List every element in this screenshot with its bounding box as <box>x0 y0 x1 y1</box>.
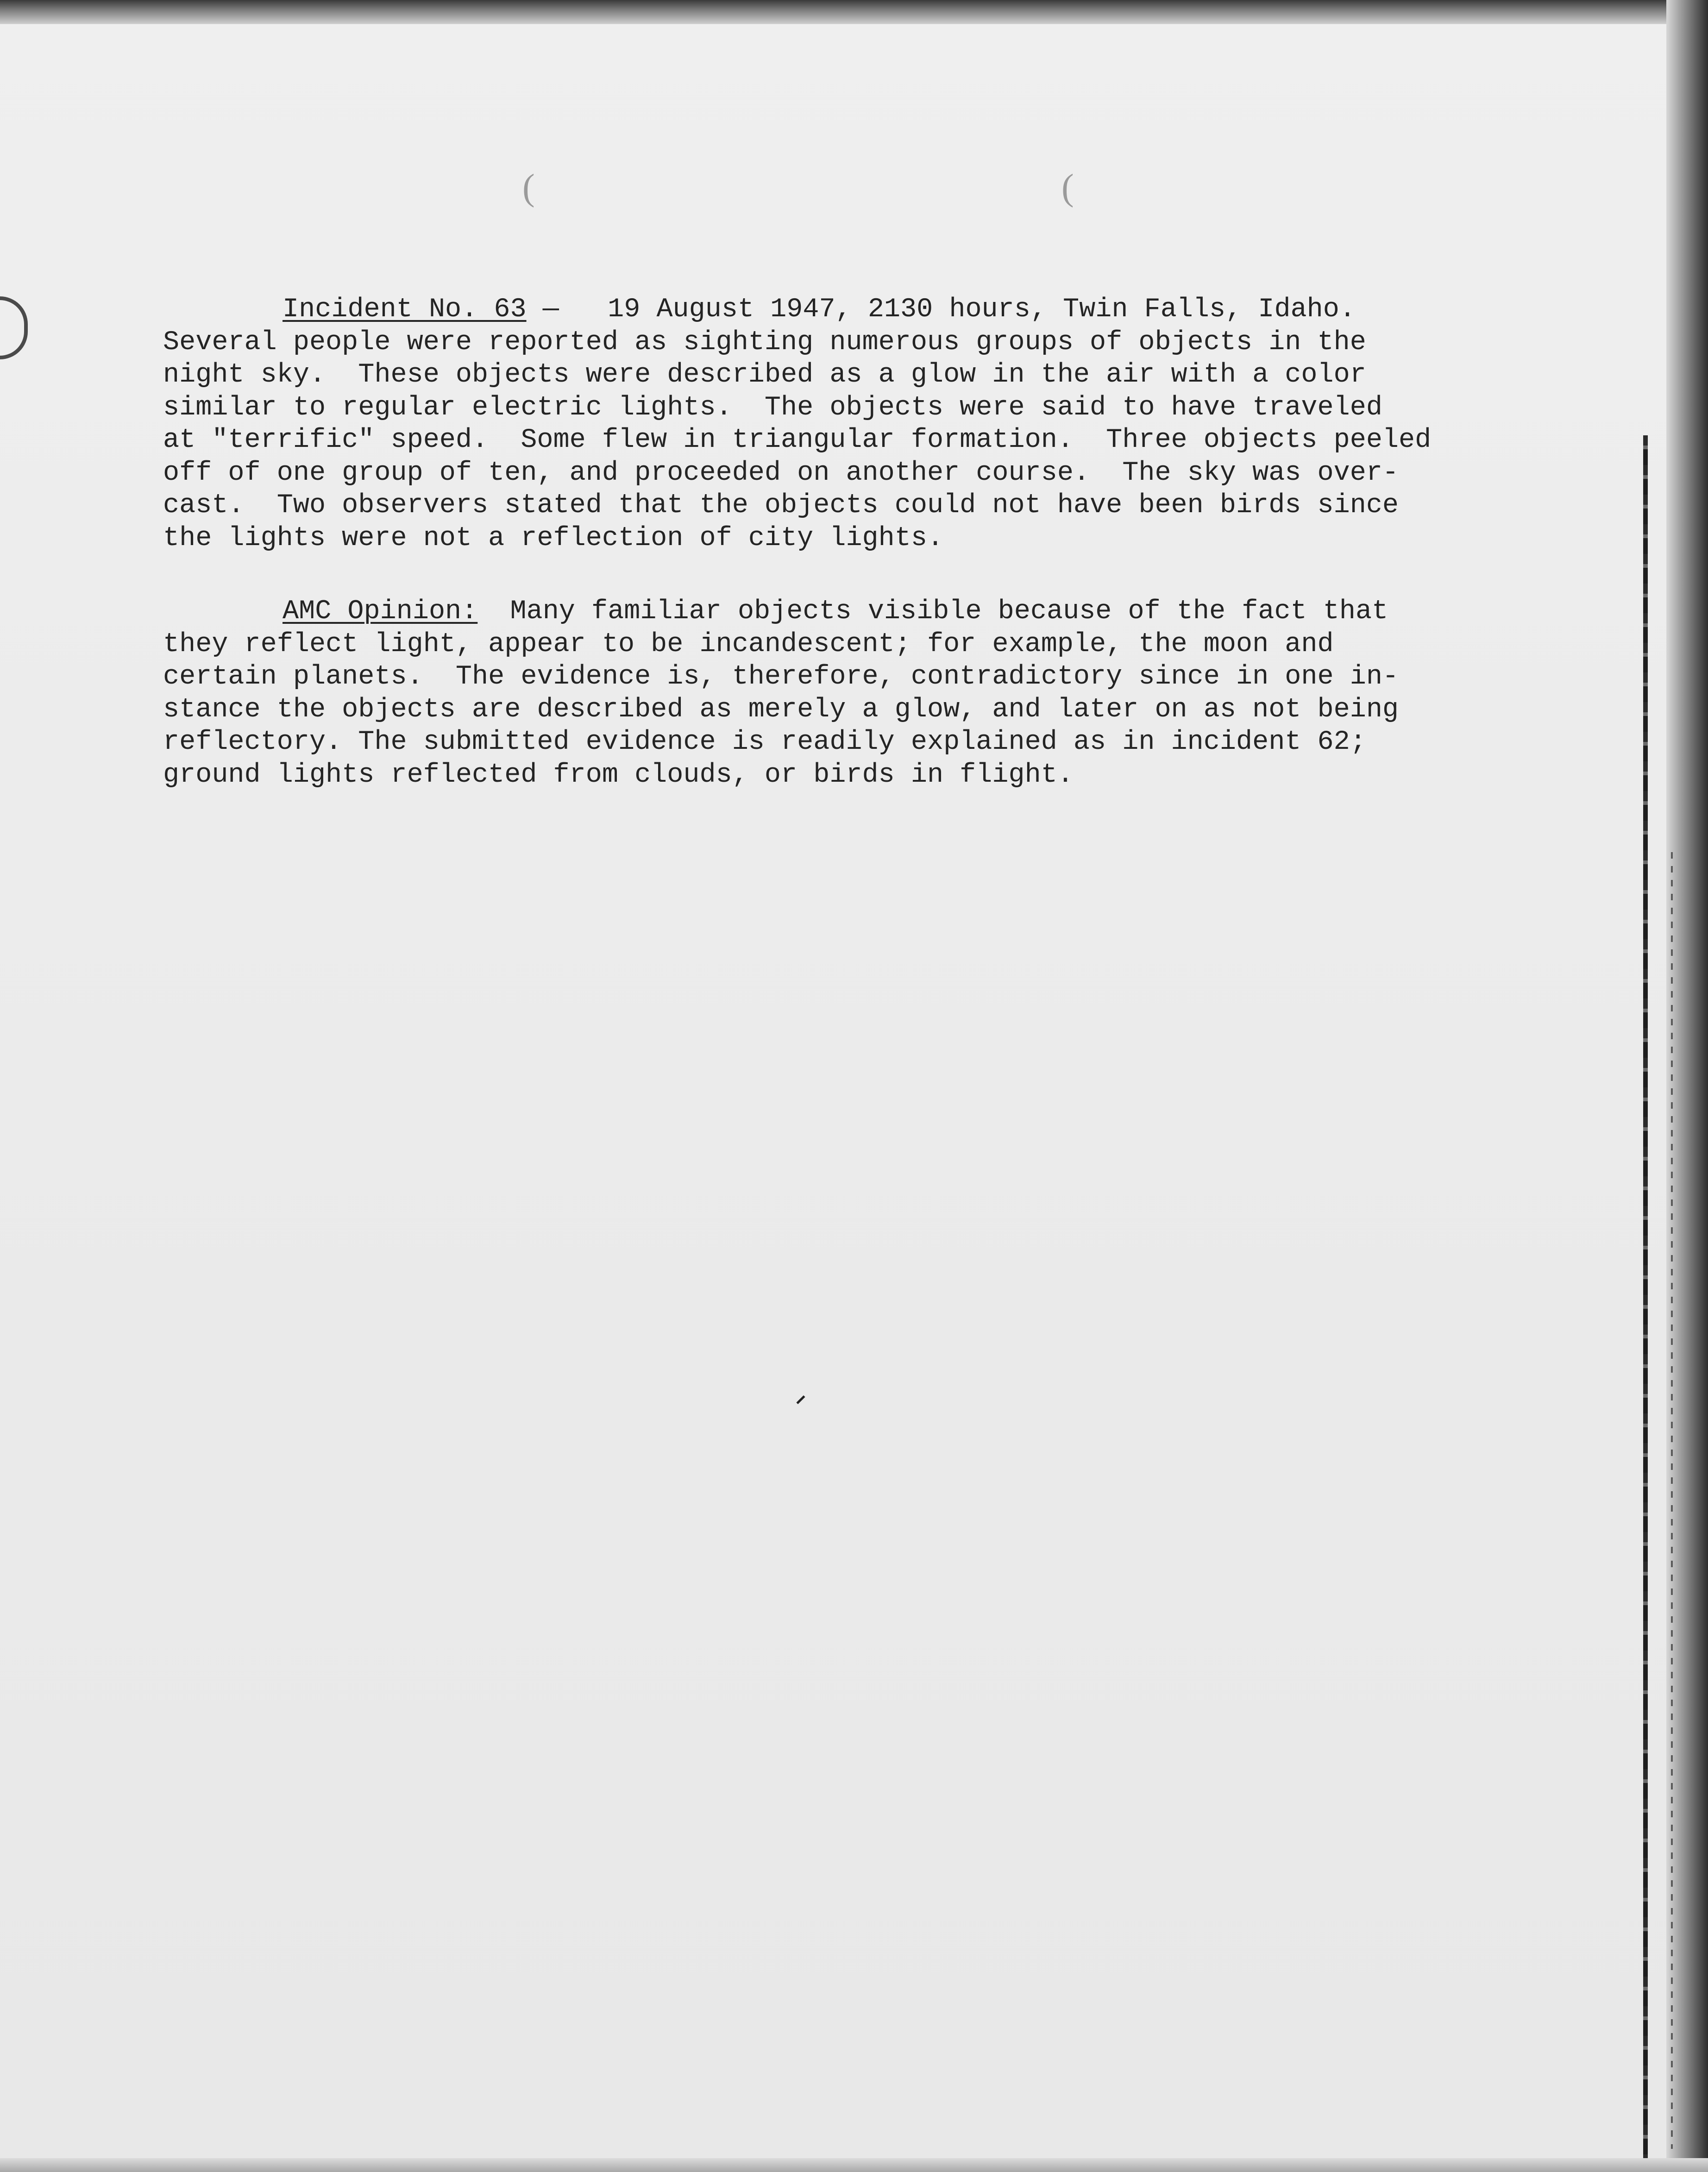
incident-heading-dash: — <box>526 294 608 325</box>
opinion-line: reflectory. The submitted evidence is readily explained as in incident 62; <box>163 726 1366 757</box>
scan-top-edge <box>0 0 1708 24</box>
opinion-line: certain planets. The evidence is, therefore, contradictory since in one in- <box>163 661 1399 692</box>
binder-hole-mark <box>0 296 28 359</box>
incident-line: off of one group of ten, and proceeded on another course. The sky was over- <box>163 457 1399 488</box>
page-fold-line <box>1643 435 1648 2158</box>
incident-line: Several people were reported as sighting numerous groups of objects in the <box>163 326 1366 358</box>
opinion-line: stance the objects are described as merely a glow, and later on as not being <box>163 693 1399 725</box>
incident-heading: Incident No. 63 <box>283 294 527 325</box>
scan-mark-right: ( <box>1061 167 1074 208</box>
incident-line: the lights were not a reflection of city lights. <box>163 522 944 553</box>
incident-first-line <box>163 293 1451 326</box>
opinion-line: ground lights reflected from clouds, or birds in flight. <box>163 759 1074 790</box>
opinion-heading: AMC Opinion: <box>283 596 478 627</box>
page-fold-line-secondary <box>1671 852 1673 2149</box>
incident-paragraph <box>163 293 1451 554</box>
opinion-line: they reflect light, appear to be incandescent; for example, the moon and <box>163 628 1334 659</box>
scan-bottom-edge <box>0 2158 1708 2172</box>
incident-date-location: 19 August 1947, 2130 hours, Twin Falls, Idaho. <box>608 294 1356 325</box>
scan-mark-left: ( <box>522 167 535 208</box>
stray-pen-mark <box>796 1395 805 1404</box>
incident-line: similar to regular electric lights. The objects were said to have traveled <box>163 391 1382 423</box>
opinion-paragraph <box>163 595 1451 791</box>
incident-line: night sky. These objects were described as a glow in the air with a color <box>163 359 1366 390</box>
opinion-first-text: Many familiar objects visible because of the fact that <box>477 596 1388 627</box>
incident-line: cast. Two observers stated that the objects could not have been birds since <box>163 490 1399 521</box>
incident-line: at "terrific" speed. Some flew in triangular formation. Three objects peeled <box>163 424 1432 455</box>
opinion-first-line <box>163 595 1451 628</box>
